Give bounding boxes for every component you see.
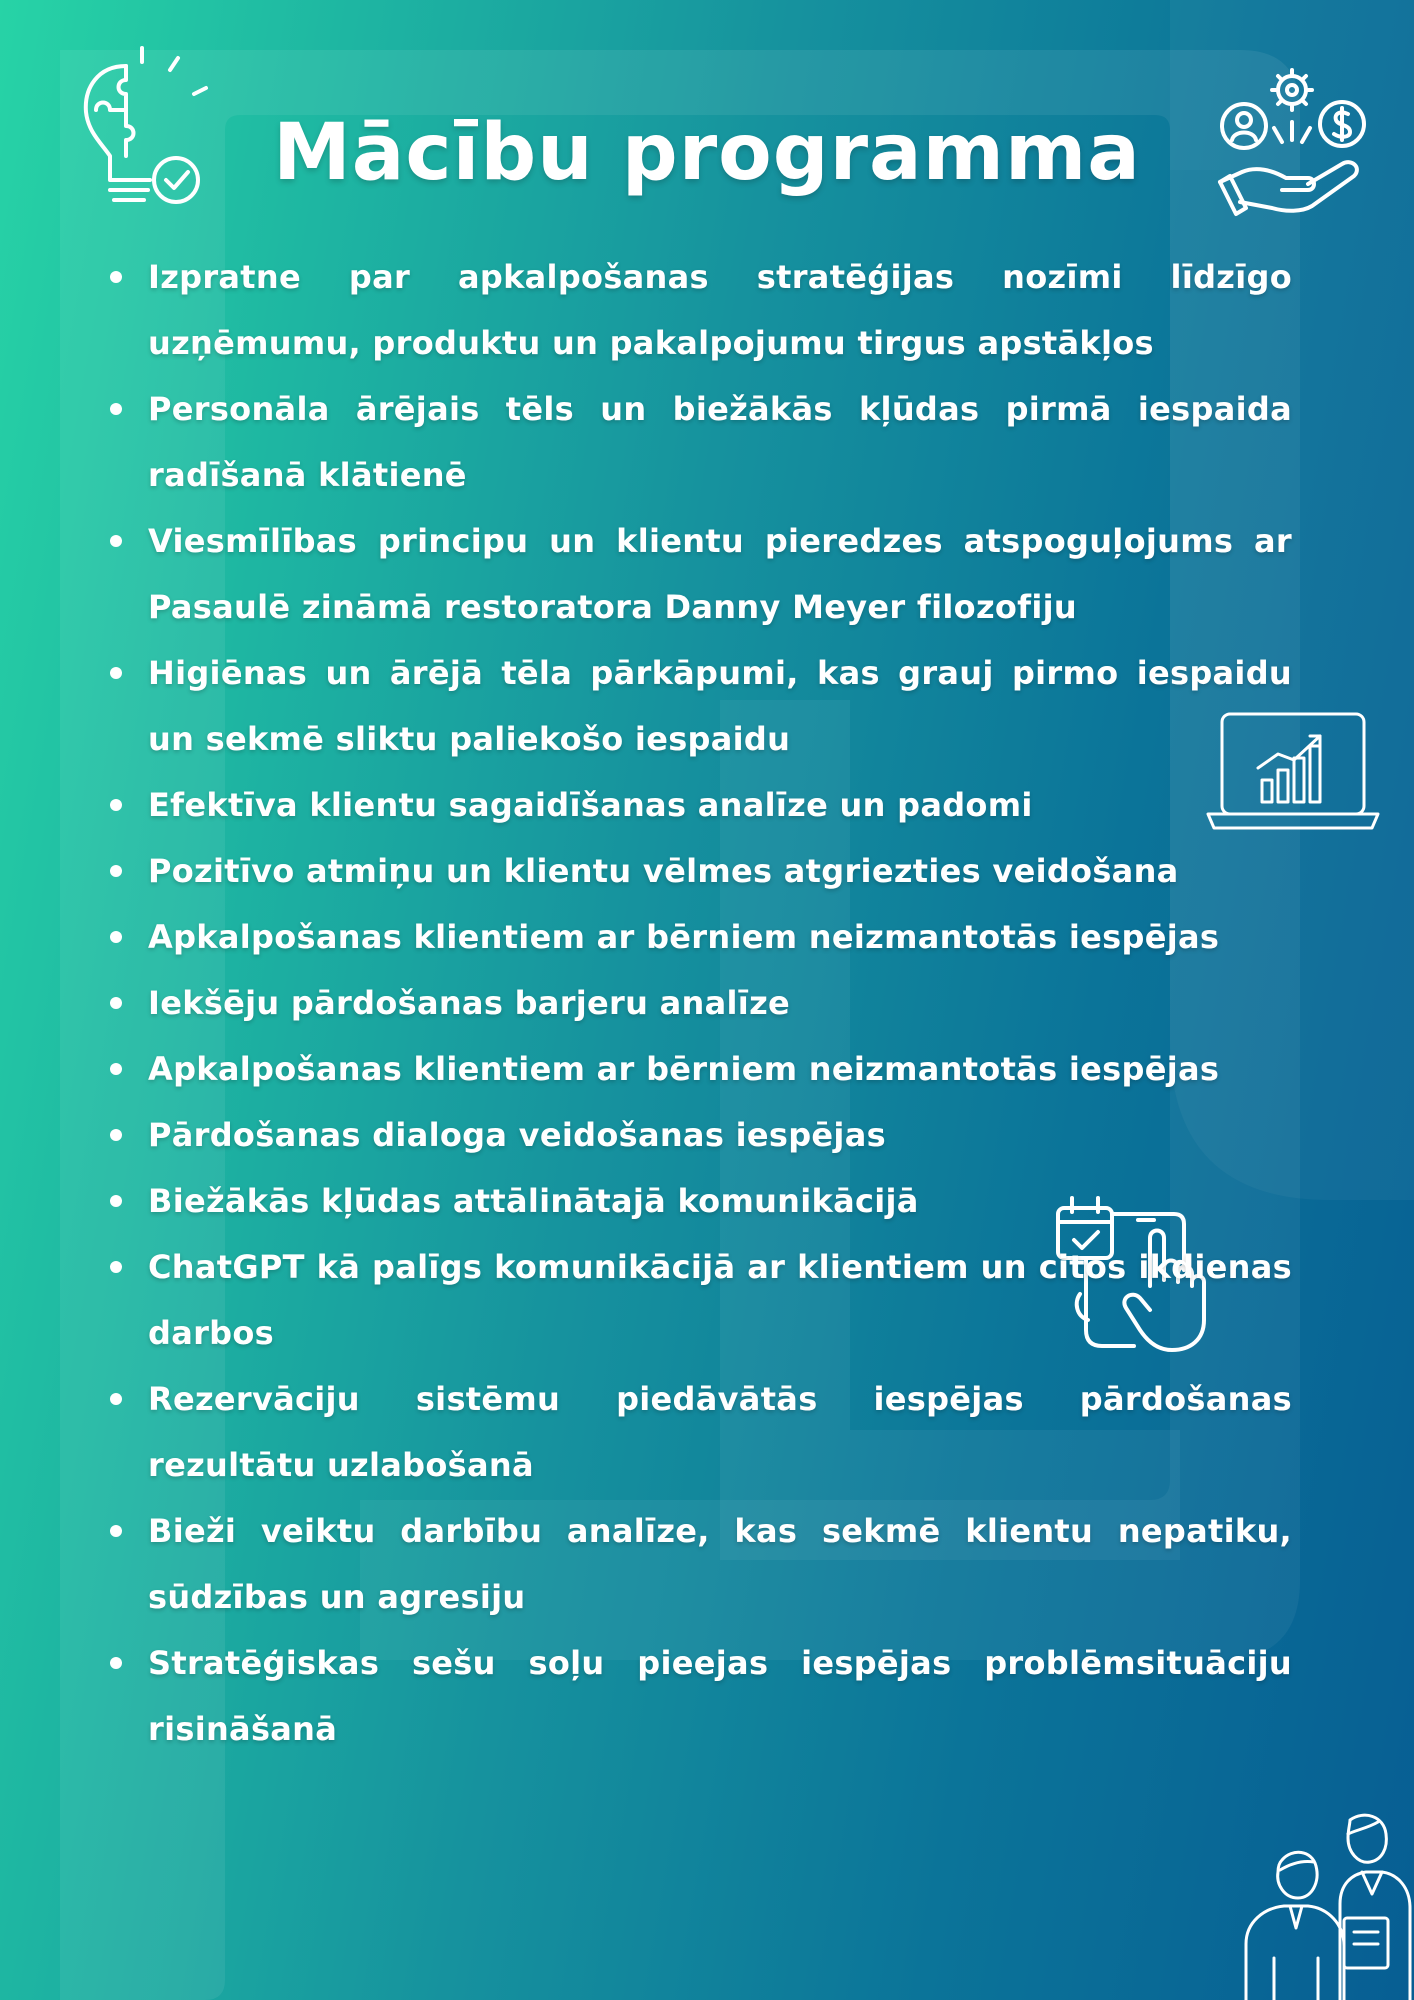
bullet-icon bbox=[110, 1195, 122, 1207]
list-item-text: ChatGPT kā palīgs komunikācijā ar klientiem un citos ikdienas darbos bbox=[148, 1248, 1292, 1352]
bullet-icon bbox=[110, 1129, 122, 1141]
bullet-icon bbox=[110, 403, 122, 415]
list-item bbox=[108, 376, 1292, 508]
list-item bbox=[108, 838, 1292, 904]
list-item bbox=[108, 1234, 1292, 1366]
list-item-text: Apkalpošanas klientiem ar bērniem neizmantotās iespējas bbox=[148, 1050, 1220, 1088]
bullet-icon bbox=[110, 271, 122, 283]
list-item bbox=[108, 772, 1292, 838]
list-item bbox=[108, 970, 1292, 1036]
bullet-icon bbox=[110, 667, 122, 679]
list-item bbox=[108, 904, 1292, 970]
lightbulb-puzzle-icon bbox=[78, 40, 218, 210]
bullet-icon bbox=[110, 865, 122, 877]
list-item bbox=[108, 640, 1292, 772]
list-item bbox=[108, 1498, 1292, 1630]
list-item bbox=[108, 1036, 1292, 1102]
list-item-text: Biežākās kļūdas attālinātajā komunikācijā bbox=[148, 1182, 919, 1220]
bullet-icon bbox=[110, 1525, 122, 1537]
list-item bbox=[108, 1366, 1292, 1498]
list-item-text: Pozitīvo atmiņu un klientu vēlmes atgriezties veidošana bbox=[148, 852, 1179, 890]
list-item-text: Pārdošanas dialoga veidošanas iespējas bbox=[148, 1116, 886, 1154]
list-item bbox=[108, 1102, 1292, 1168]
list-item-text: Izpratne par apkalpošanas stratēģijas nozīmi līdzīgo uzņēmumu, produktu un pakalpojumu tirgus apstākļos bbox=[148, 258, 1292, 362]
page-title: Mācību programma bbox=[273, 108, 1141, 198]
hand-people-money-icon bbox=[1212, 62, 1372, 222]
bullet-icon bbox=[110, 1261, 122, 1273]
program-list bbox=[108, 244, 1292, 1762]
list-item bbox=[108, 1168, 1292, 1234]
bullet-icon bbox=[110, 997, 122, 1009]
list-item-text: Apkalpošanas klientiem ar bērniem neizmantotās iespējas bbox=[148, 918, 1220, 956]
list-item-text: Efektīva klientu sagaidīšanas analīze un padomi bbox=[148, 786, 1033, 824]
list-item-text: Higiēnas un ārējā tēla pārkāpumi, kas grauj pirmo iespaidu un sekmē sliktu paliekošo iespaidu bbox=[148, 654, 1292, 758]
list-item-text: Stratēģiskas sešu soļu pieejas iespējas problēmsituāciju risināšanā bbox=[148, 1644, 1292, 1748]
list-item-text: Personāla ārējais tēls un biežākās kļūdas pirmā iespaida radīšanā klātienē bbox=[148, 390, 1292, 494]
consultation-people-icon bbox=[1244, 1808, 1414, 2000]
bullet-icon bbox=[110, 1063, 122, 1075]
list-item bbox=[108, 508, 1292, 640]
list-item-text: Rezervāciju sistēmu piedāvātās iespējas pārdošanas rezultātu uzlabošanā bbox=[148, 1380, 1292, 1484]
bullet-icon bbox=[110, 1657, 122, 1669]
bullet-icon bbox=[110, 1393, 122, 1405]
list-item-text: Bieži veiktu darbību analīze, kas sekmē klientu nepatiku, sūdzības un agresiju bbox=[148, 1512, 1292, 1616]
bullet-icon bbox=[110, 535, 122, 547]
list-item bbox=[108, 1630, 1292, 1762]
list-item-text: Iekšēju pārdošanas barjeru analīze bbox=[148, 984, 790, 1022]
list-item bbox=[108, 244, 1292, 376]
bullet-icon bbox=[110, 799, 122, 811]
list-item-text: Viesmīlības principu un klientu pieredzes atspoguļojums ar Pasaulē zināmā restoratora Danny Meyer filozofiju bbox=[148, 522, 1292, 626]
bullet-icon bbox=[110, 931, 122, 943]
